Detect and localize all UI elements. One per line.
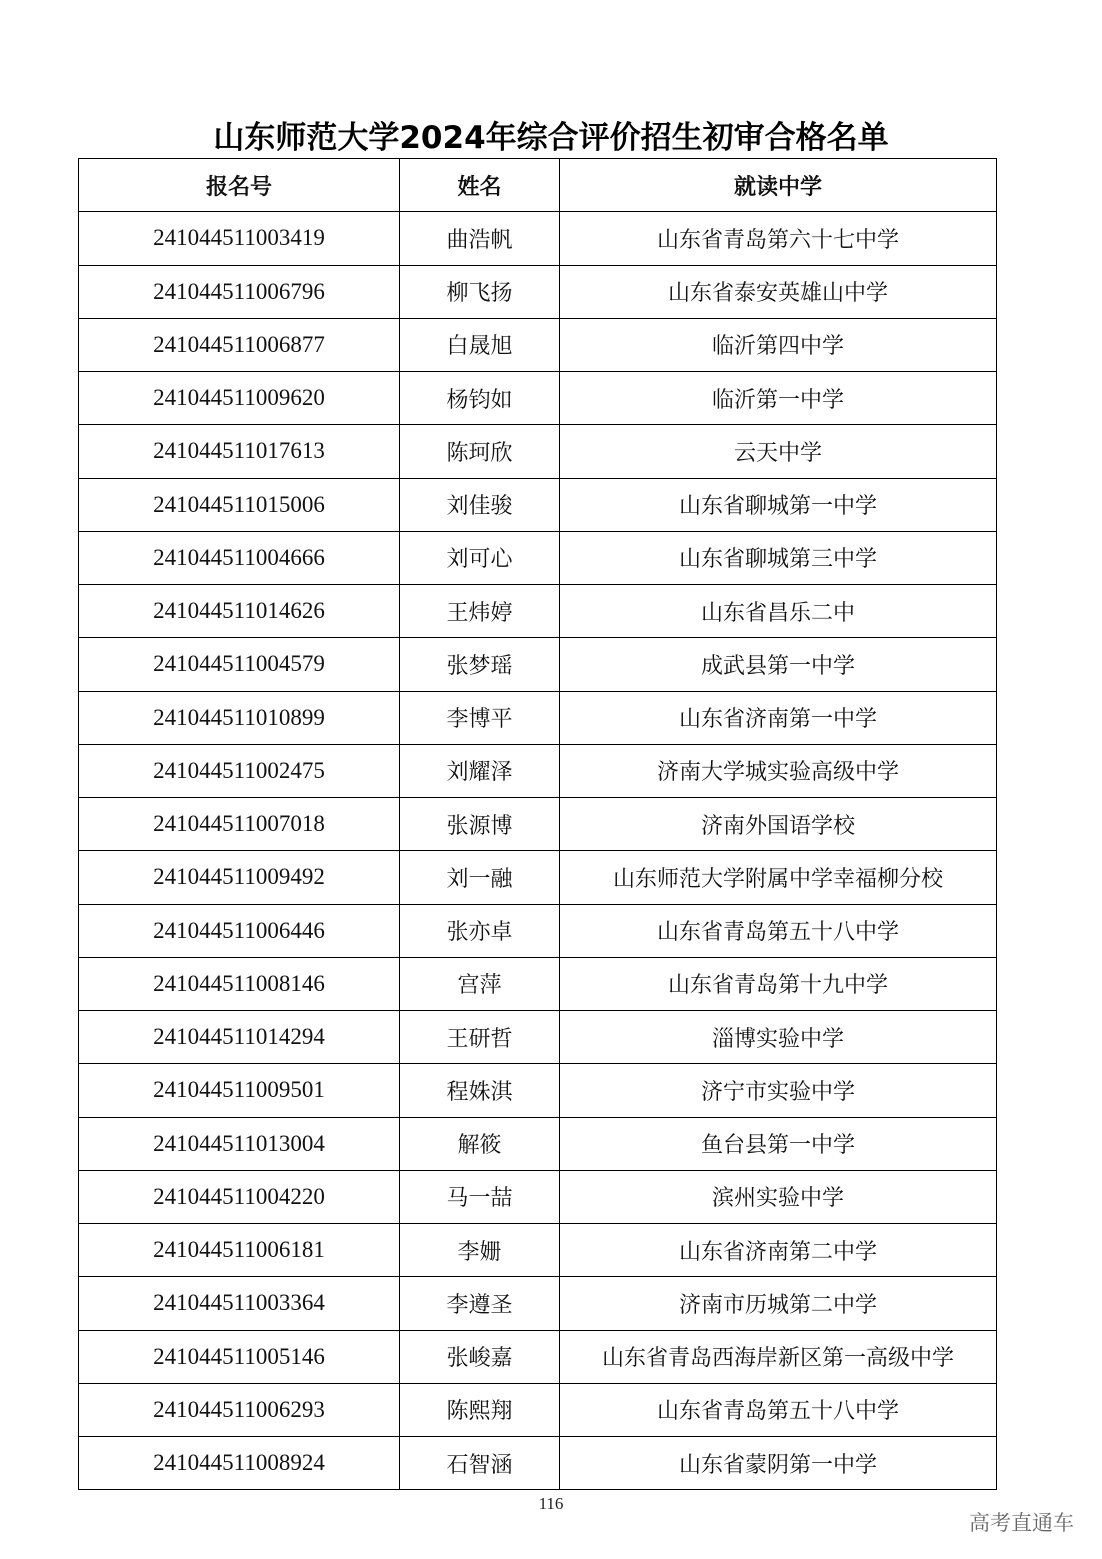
- cell-name: 马一喆: [400, 1170, 560, 1223]
- cell-name: 石智涵: [400, 1437, 560, 1490]
- cell-registration-number: 241044511006796: [79, 265, 400, 318]
- cell-registration-number: 241044511003419: [79, 212, 400, 265]
- cell-school: 山东省青岛第五十八中学: [560, 1383, 997, 1436]
- cell-name: 王研哲: [400, 1011, 560, 1064]
- cell-registration-number: 241044511015006: [79, 478, 400, 531]
- table-row: [79, 265, 997, 318]
- cell-school: 济南大学城实验高级中学: [560, 744, 997, 797]
- cell-school: 云天中学: [560, 425, 997, 478]
- page-title: 山东师范大学2024年综合评价招生初审合格名单: [213, 120, 889, 156]
- cell-registration-number: 241044511008924: [79, 1437, 400, 1490]
- cell-school: 济宁市实验中学: [560, 1064, 997, 1117]
- cell-school: 山东师范大学附属中学幸福柳分校: [560, 851, 997, 904]
- table-row: [79, 1437, 997, 1490]
- cell-school: 山东省济南第二中学: [560, 1224, 997, 1277]
- cell-school: 济南市历城第二中学: [560, 1277, 997, 1330]
- cell-registration-number: 241044511004220: [79, 1170, 400, 1223]
- cell-registration-number: 241044511009620: [79, 372, 400, 425]
- table-row: [79, 531, 997, 584]
- table-row: [79, 1330, 997, 1383]
- table-row: [79, 425, 997, 478]
- cell-school: 山东省济南第一中学: [560, 691, 997, 744]
- cell-registration-number: 241044511005146: [79, 1330, 400, 1383]
- cell-registration-number: 241044511006877: [79, 318, 400, 371]
- table-row: [79, 744, 997, 797]
- cell-name: 宫萍: [400, 957, 560, 1010]
- cell-name: 李遵圣: [400, 1277, 560, 1330]
- table-row: [79, 904, 997, 957]
- cell-name: 柳飞扬: [400, 265, 560, 318]
- cell-name: 解筱: [400, 1117, 560, 1170]
- cell-registration-number: 241044511007018: [79, 798, 400, 851]
- cell-registration-number: 241044511014294: [79, 1011, 400, 1064]
- cell-name: 白晟旭: [400, 318, 560, 371]
- cell-registration-number: 241044511010899: [79, 691, 400, 744]
- cell-name: 刘可心: [400, 531, 560, 584]
- table-row: [79, 1224, 997, 1277]
- cell-school: 山东省聊城第一中学: [560, 478, 997, 531]
- cell-school: 山东省昌乐二中: [560, 585, 997, 638]
- cell-name: 王炜婷: [400, 585, 560, 638]
- admission-list-table: [78, 158, 997, 1490]
- cell-school: 鱼台县第一中学: [560, 1117, 997, 1170]
- cell-registration-number: 241044511009501: [79, 1064, 400, 1117]
- cell-registration-number: 241044511002475: [79, 744, 400, 797]
- cell-school: 临沂第一中学: [560, 372, 997, 425]
- cell-name: 张梦瑶: [400, 638, 560, 691]
- header-registration-number: 报名号: [79, 159, 400, 212]
- cell-name: 陈熙翔: [400, 1383, 560, 1436]
- table-row: [79, 691, 997, 744]
- cell-name: 陈珂欣: [400, 425, 560, 478]
- cell-school: 山东省青岛西海岸新区第一高级中学: [560, 1330, 997, 1383]
- cell-registration-number: 241044511006181: [79, 1224, 400, 1277]
- cell-school: 成武县第一中学: [560, 638, 997, 691]
- cell-registration-number: 241044511009492: [79, 851, 400, 904]
- table-row: [79, 372, 997, 425]
- cell-school: 山东省泰安英雄山中学: [560, 265, 997, 318]
- cell-school: 山东省蒙阴第一中学: [560, 1437, 997, 1490]
- table-row: [79, 1383, 997, 1436]
- page-number: 116: [538, 1494, 564, 1513]
- header-school: 就读中学: [560, 159, 997, 212]
- table-row: [79, 478, 997, 531]
- cell-school: 淄博实验中学: [560, 1011, 997, 1064]
- cell-registration-number: 241044511003364: [79, 1277, 400, 1330]
- table-row: [79, 318, 997, 371]
- table-row: [79, 1011, 997, 1064]
- cell-registration-number: 241044511008146: [79, 957, 400, 1010]
- watermark: 高考直通车: [969, 1511, 1074, 1535]
- cell-school: 山东省青岛第五十八中学: [560, 904, 997, 957]
- table-row: [79, 1117, 997, 1170]
- cell-name: 张峻嘉: [400, 1330, 560, 1383]
- table-row: [79, 1170, 997, 1223]
- table-row: [79, 1277, 997, 1330]
- cell-school: 山东省青岛第六十七中学: [560, 212, 997, 265]
- cell-name: 曲浩帆: [400, 212, 560, 265]
- table-row: [79, 957, 997, 1010]
- table-row: [79, 212, 997, 265]
- cell-registration-number: 241044511004666: [79, 531, 400, 584]
- table-row: [79, 638, 997, 691]
- cell-name: 杨钧如: [400, 372, 560, 425]
- cell-name: 张源博: [400, 798, 560, 851]
- cell-name: 李姗: [400, 1224, 560, 1277]
- cell-name: 程姝淇: [400, 1064, 560, 1117]
- cell-registration-number: 241044511017613: [79, 425, 400, 478]
- cell-name: 李博平: [400, 691, 560, 744]
- cell-registration-number: 241044511014626: [79, 585, 400, 638]
- cell-name: 刘耀泽: [400, 744, 560, 797]
- cell-registration-number: 241044511013004: [79, 1117, 400, 1170]
- header-name: 姓名: [400, 159, 560, 212]
- table-row: [79, 585, 997, 638]
- cell-registration-number: 241044511004579: [79, 638, 400, 691]
- table-row: [79, 798, 997, 851]
- table-row: [79, 1064, 997, 1117]
- cell-name: 张亦卓: [400, 904, 560, 957]
- cell-school: 济南外国语学校: [560, 798, 997, 851]
- cell-school: 山东省聊城第三中学: [560, 531, 997, 584]
- cell-school: 滨州实验中学: [560, 1170, 997, 1223]
- table-row: [79, 851, 997, 904]
- table-header-row: [79, 159, 997, 212]
- cell-school: 临沂第四中学: [560, 318, 997, 371]
- cell-name: 刘一融: [400, 851, 560, 904]
- cell-name: 刘佳骏: [400, 478, 560, 531]
- cell-school: 山东省青岛第十九中学: [560, 957, 997, 1010]
- cell-registration-number: 241044511006446: [79, 904, 400, 957]
- cell-registration-number: 241044511006293: [79, 1383, 400, 1436]
